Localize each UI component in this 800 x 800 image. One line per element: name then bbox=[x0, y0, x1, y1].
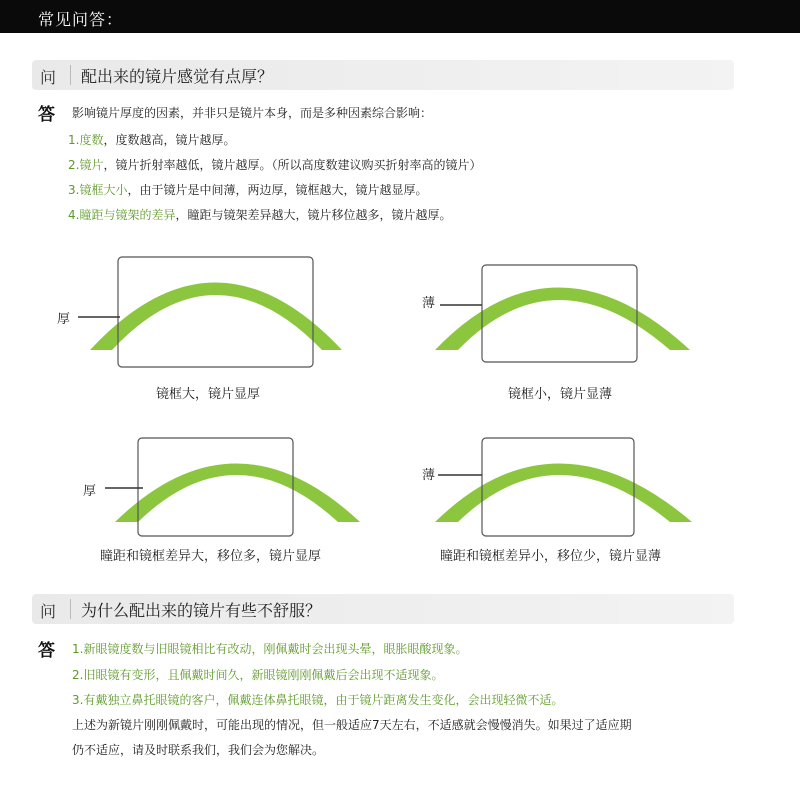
answer-item-key: 4.瞳距与镜架的差异 bbox=[68, 208, 176, 222]
side-label-thick: 厚 bbox=[83, 484, 97, 499]
faq-question-bar-2 bbox=[32, 594, 734, 624]
lens-diagram-small-offset bbox=[420, 430, 700, 540]
answer-item-3: 3.有戴独立鼻托眼镜的客户，佩戴连体鼻托眼镜，由于镜片距离发生变化，会出现轻微不适。 bbox=[72, 693, 564, 707]
answer-mark-label: 答 bbox=[38, 641, 55, 661]
answer-summary-line-1: 上述为新镜片刚刚佩戴时，可能出现的情况，但一般适应7天左右，不适感就会慢慢消失。如果过了适应期 bbox=[72, 718, 632, 732]
question-text: 为什么配出来的镜片有些不舒服？ bbox=[81, 601, 322, 620]
page-title: 常见问答： bbox=[38, 10, 124, 29]
divider bbox=[70, 599, 71, 619]
answer-item-text: ，瞳距与镜架差异越大，镜片移位越多，镜片越厚。 bbox=[175, 208, 452, 222]
lens-arc bbox=[435, 288, 690, 351]
question-text: 配出来的镜片感觉有点厚？ bbox=[81, 67, 274, 86]
diagram-caption: 瞳距和镜框差异小，移位少，镜片显薄 bbox=[440, 549, 662, 564]
diagram-caption: 镜框大，镜片显厚 bbox=[156, 387, 261, 402]
question-mark-label: 问 bbox=[40, 602, 57, 621]
lens-arc bbox=[435, 464, 692, 523]
answer-item-2 bbox=[68, 156, 481, 173]
question-mark-label: 问 bbox=[40, 68, 57, 87]
answer-item-key: 2.镜片 bbox=[68, 158, 104, 172]
answer-summary-line-2: 仍不适应，请及时联系我们，我们会为您解决。 bbox=[72, 743, 325, 757]
side-label-thin: 薄 bbox=[422, 468, 436, 483]
answer-item-text: ，由于镜片是中间薄，两边厚，镜框越大，镜片越显厚。 bbox=[127, 183, 428, 197]
side-label-thin: 薄 bbox=[422, 296, 436, 311]
answer-item-2: 2.旧眼镜有变形，且佩戴时间久，新眼镜刚刚佩戴后会出现不适现象。 bbox=[72, 668, 444, 682]
answer-item-4 bbox=[68, 206, 451, 223]
lens-arc bbox=[90, 283, 342, 351]
answer-item-key: 3.镜框大小 bbox=[68, 183, 128, 197]
divider bbox=[70, 65, 71, 85]
answer-intro: 影响镜片厚度的因素，并非只是镜片本身，而是多种因素综合影响： bbox=[72, 106, 433, 120]
lens-arc bbox=[115, 464, 360, 523]
faq-question-bar-1 bbox=[32, 60, 734, 90]
side-label-thick: 厚 bbox=[57, 312, 71, 327]
lens-diagram-large-offset bbox=[70, 430, 370, 540]
answer-item-text: ，镜片折射率越低，镜片越厚。（所以高度数建议购买折射率高的镜片） bbox=[103, 158, 482, 172]
answer-item-3 bbox=[68, 181, 427, 198]
page-header bbox=[0, 0, 800, 33]
answer-item-key: 1.度数 bbox=[68, 133, 104, 147]
diagram-caption: 瞳距和镜框差异大，移位多，镜片显厚 bbox=[100, 549, 322, 564]
answer-item-text: ，度数越高，镜片越厚。 bbox=[103, 133, 236, 147]
diagram-caption: 镜框小，镜片显薄 bbox=[508, 387, 613, 402]
lens-diagram-large-frame bbox=[50, 245, 360, 380]
lens-diagram-small-frame bbox=[420, 255, 700, 375]
answer-item-1 bbox=[68, 131, 235, 148]
answer-mark-label: 答 bbox=[38, 105, 55, 125]
answer-item-1: 1.新眼镜度数与旧眼镜相比有改动，刚佩戴时会出现头晕，眼胀眼酸现象。 bbox=[72, 642, 468, 656]
